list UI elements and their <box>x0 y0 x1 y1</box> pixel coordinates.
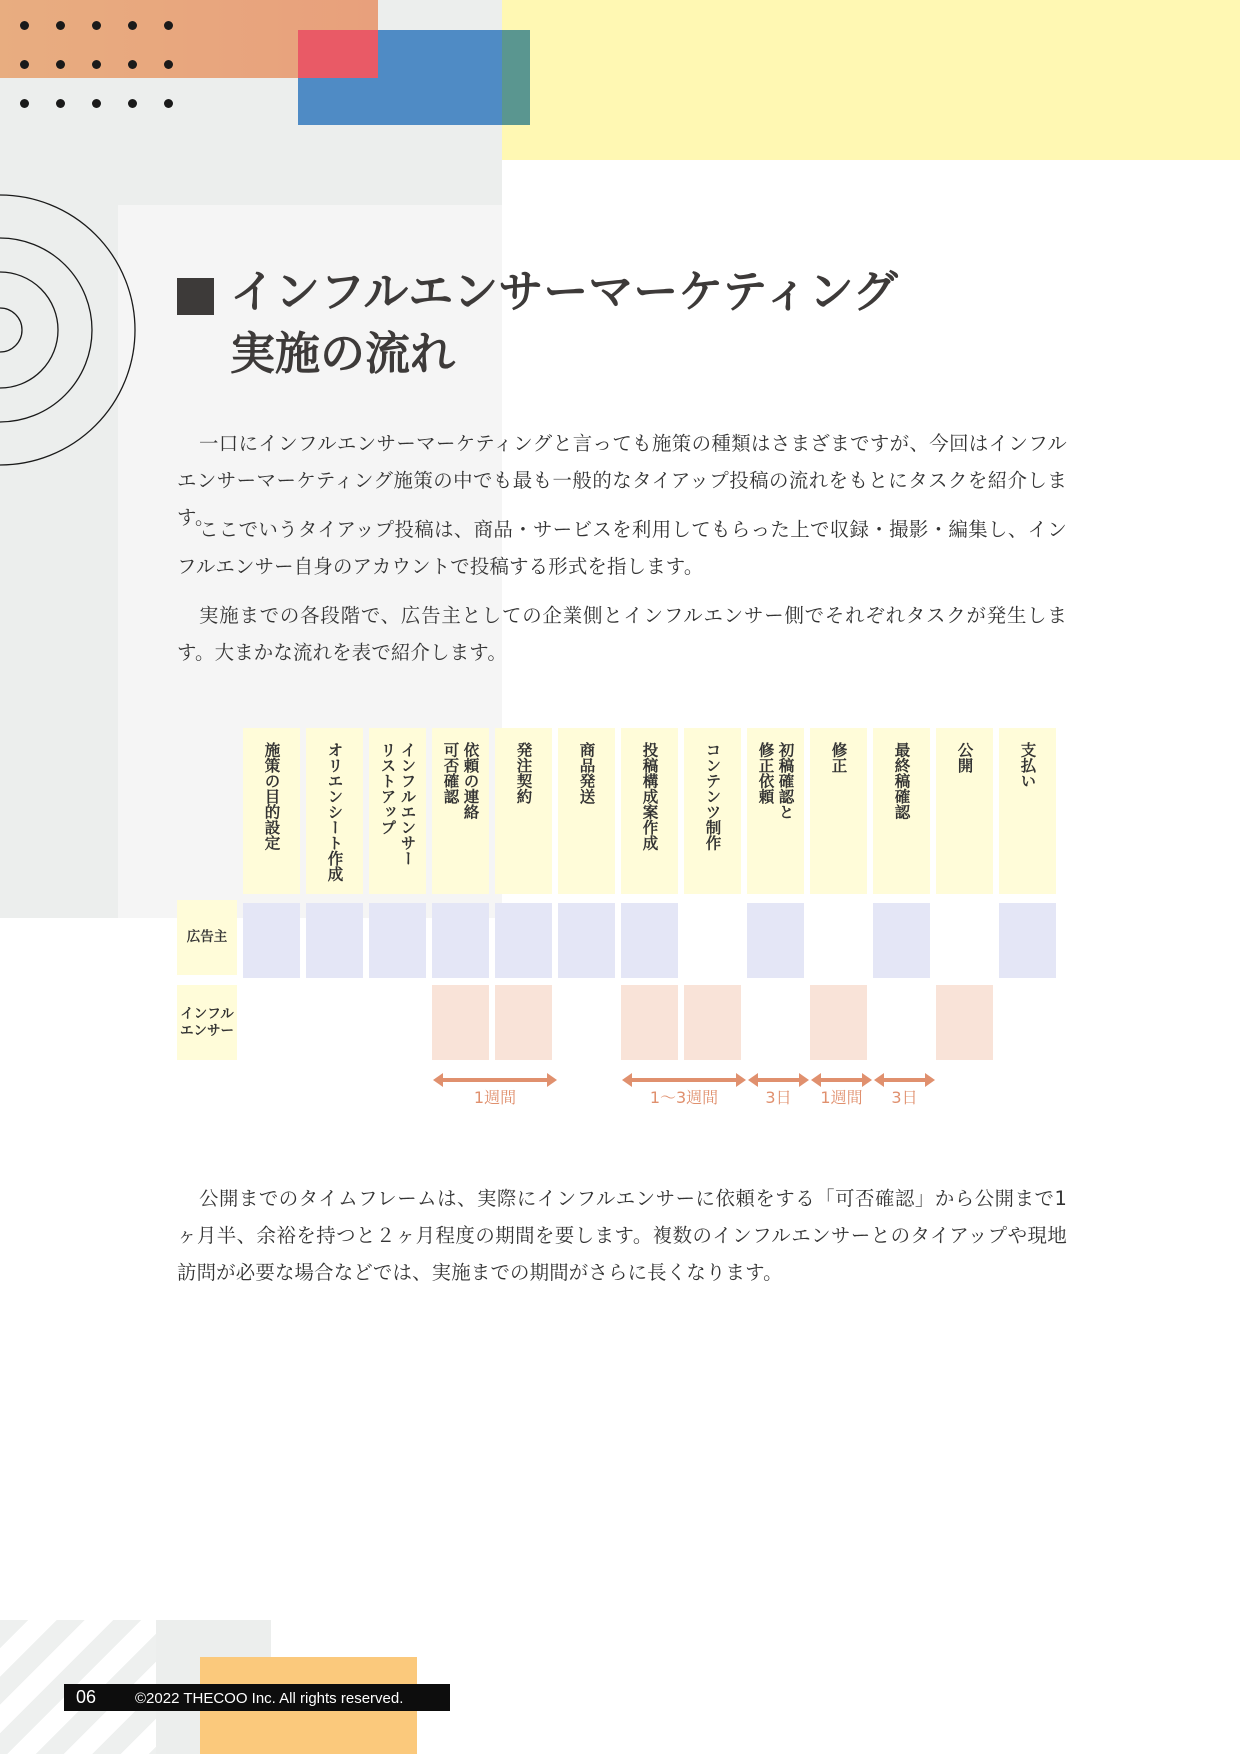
step-header <box>873 728 930 894</box>
heading-square-icon <box>177 278 214 315</box>
step-label: 商品発送 <box>577 742 596 804</box>
body-paragraph-intro: 一口にインフルエンサーマーケティングと言っても施策の種類はさまざまですが、今回はインフルエンサーマーケティング施策の中でも最も一般的なタイアップ投稿の流れをもとにタスクを紹介します。 <box>177 432 1067 529</box>
advertiser-task-cell <box>495 903 552 978</box>
influencer-task-cell <box>684 985 741 1060</box>
step-header <box>684 728 741 894</box>
step-label: オリエンシート作成 <box>325 742 344 882</box>
dot-decoration <box>128 60 137 69</box>
step-label: 修正 <box>829 742 848 773</box>
step-header <box>243 728 300 894</box>
influencer-task-cell <box>810 985 867 1060</box>
dot-grid-decoration <box>0 0 180 110</box>
advertiser-task-cell <box>747 903 804 978</box>
duration-label: 1〜3週間 <box>649 1088 719 1107</box>
advertiser-task-cell <box>432 903 489 978</box>
page-title-line-2: 実施の流れ <box>230 327 456 380</box>
step-label: 初稿確認と 修正依頼 <box>756 742 795 820</box>
background-teal-block <box>502 30 530 125</box>
step-header <box>495 728 552 894</box>
influencer-task-cell <box>432 985 489 1060</box>
dot-decoration <box>92 21 101 30</box>
influencer-task-cell <box>621 985 678 1060</box>
duration-label: 3日 <box>765 1088 792 1107</box>
dot-decoration <box>20 99 29 108</box>
body-paragraph-timeframe: 公開までのタイムフレームは、実際にインフルエンサーに依頼をする「可否確認」から公開まで1ヶ月半、余裕を持つと２ヶ月程度の期間を要します。複数のインフルエンサーとのタイアップや現地訪問が必要な場合などでは、実施までの期間がさらに長くなります。 <box>177 1187 1067 1284</box>
duration-arrow <box>881 1078 928 1082</box>
dot-decoration <box>128 21 137 30</box>
body-paragraph-tasks: 実施までの各段階で、広告主としての企業側とインフルエンサー側でそれぞれタスクが発生します。大まかな流れを表で紹介します。 <box>177 604 1067 664</box>
page-title-line-1: インフルエンサーマーケティング <box>230 265 898 318</box>
step-label: コンテンツ制作 <box>703 742 722 851</box>
influencer-task-cell <box>495 985 552 1060</box>
advertiser-task-cell <box>558 903 615 978</box>
duration-label: 1週間 <box>820 1088 863 1107</box>
step-header <box>936 728 993 894</box>
step-header <box>747 728 804 894</box>
step-label: 投稿構成案作成 <box>640 742 659 851</box>
dot-decoration <box>164 21 173 30</box>
page-number: 06 <box>76 1687 97 1707</box>
duration-arrow <box>755 1078 802 1082</box>
duration-arrow <box>440 1078 550 1082</box>
duration-label: 3日 <box>891 1088 918 1107</box>
dot-decoration <box>164 99 173 108</box>
body-paragraph-tieup: ここでいうタイアップ投稿は、商品・サービスを利用してもらった上で収録・撮影・編集し、インフルエンサー自身のアカウントで投稿する形式を指します。 <box>177 518 1067 578</box>
dot-decoration <box>128 99 137 108</box>
step-header <box>432 728 489 894</box>
step-header <box>810 728 867 894</box>
advertiser-task-cell <box>306 903 363 978</box>
duration-arrow <box>818 1078 865 1082</box>
dot-decoration <box>20 60 29 69</box>
step-label: 発注契約 <box>514 742 533 804</box>
step-label: 最終稿確認 <box>892 742 911 820</box>
duration-arrow <box>629 1078 739 1082</box>
row-header-influencer: インフル エンサー <box>177 985 237 1060</box>
advertiser-task-cell <box>999 903 1056 978</box>
step-header <box>999 728 1056 894</box>
influencer-task-cell <box>936 985 993 1060</box>
step-header <box>369 728 426 894</box>
duration-label: 1週間 <box>473 1088 517 1107</box>
dot-decoration <box>56 99 65 108</box>
copyright-text: ©2022 THECOO Inc. All rights reserved. <box>135 1690 404 1707</box>
step-header <box>306 728 363 894</box>
background-yellow-block <box>502 0 1240 160</box>
dot-decoration <box>56 60 65 69</box>
step-header <box>621 728 678 894</box>
advertiser-task-cell <box>621 903 678 978</box>
step-label: インフルエンサー リストアップ <box>378 742 417 866</box>
dot-decoration <box>56 21 65 30</box>
row-header-advertiser: 広告主 <box>177 900 237 975</box>
advertiser-task-cell <box>873 903 930 978</box>
dot-decoration <box>164 60 173 69</box>
background-red-block <box>298 30 378 78</box>
step-label: 支払い <box>1018 742 1037 789</box>
dot-decoration <box>92 60 101 69</box>
advertiser-task-cell <box>369 903 426 978</box>
step-label: 依頼の連絡 可否確認 <box>441 742 480 820</box>
dot-decoration <box>20 21 29 30</box>
step-header <box>558 728 615 894</box>
step-label: 公開 <box>955 742 974 773</box>
advertiser-task-cell <box>243 903 300 978</box>
dot-decoration <box>92 99 101 108</box>
concentric-arcs-decoration <box>0 150 140 490</box>
step-label: 施策の目的設定 <box>262 742 281 851</box>
